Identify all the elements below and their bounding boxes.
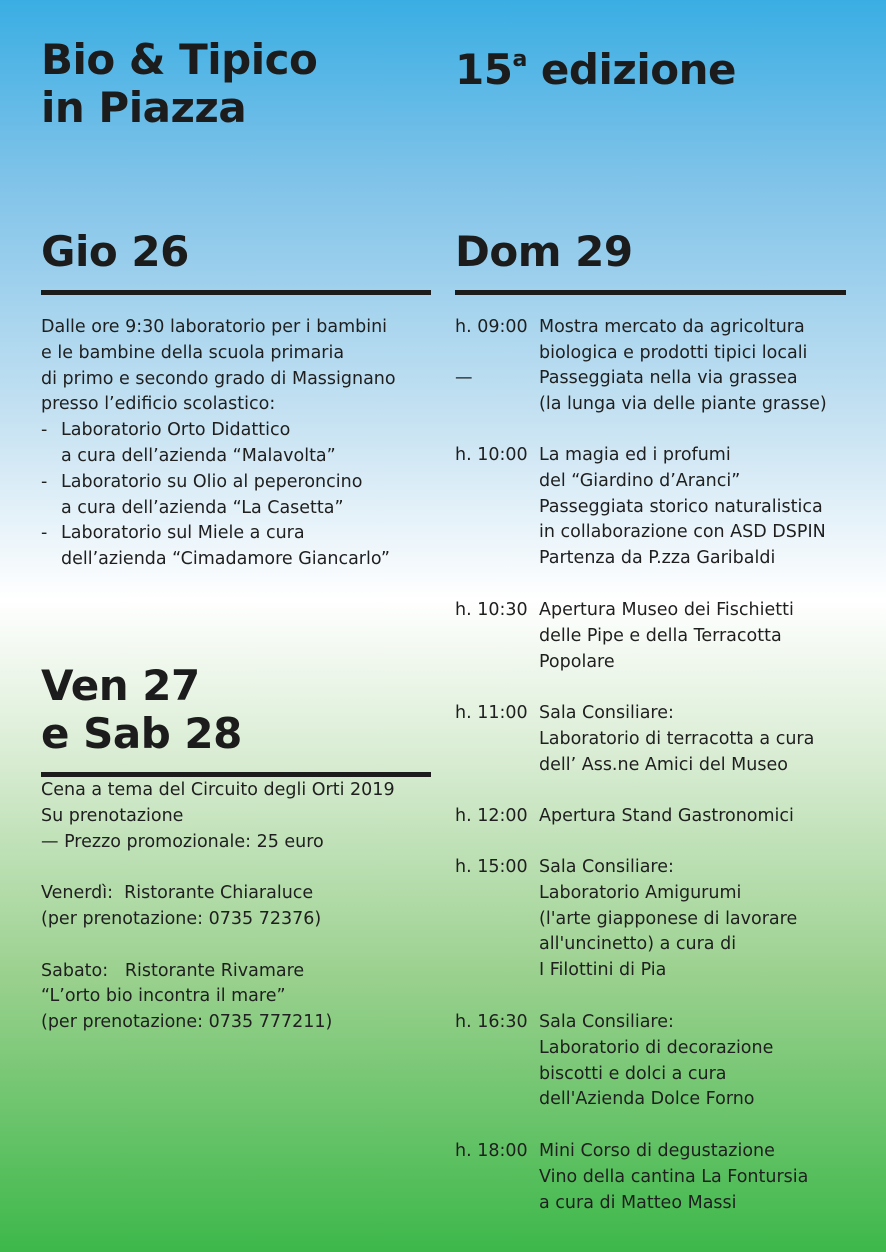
event-time: h. 16:30 (455, 1012, 528, 1032)
fri-sat-program (41, 778, 431, 1036)
sunday-event (455, 443, 826, 572)
event-line: Sala Consiliare: (539, 1012, 674, 1032)
event-line: Mostra mercato da agricoltura (539, 317, 805, 337)
thursday-intro-line: e le bambine della scuola primaria (41, 342, 345, 363)
fri-sat-line (41, 933, 431, 959)
workshop-bullet (41, 418, 431, 470)
thursday-program (41, 315, 431, 573)
fri-sat-line (41, 855, 431, 881)
fri-sat-line: Sabato: Ristorante Rivamare (41, 960, 305, 981)
event-line: a cura di Matteo Massi (539, 1192, 737, 1213)
event-title-line2: in Piazza (41, 83, 247, 132)
event-line: Sala Consiliare: (539, 703, 674, 723)
thursday-heading: Gio 26 (41, 227, 189, 276)
bullet-line: Laboratorio sul Miele a cura (61, 523, 305, 544)
fri-sat-divider (41, 772, 431, 777)
edition-word: edizione (526, 45, 736, 94)
sunday-event (455, 804, 794, 830)
fri-sat-line: Su prenotazione (41, 805, 184, 826)
event-time: h. 18:00 (455, 1141, 528, 1161)
event-line: all'uncinetto) a cura di (539, 934, 737, 955)
edition-number: 15 (455, 45, 513, 94)
fri-sat-line: — Prezzo promozionale: 25 euro (41, 831, 324, 852)
sunday-event (455, 315, 807, 367)
fri-sat-line: (per prenotazione: 0735 72376) (41, 908, 322, 929)
event-line: Laboratorio di decorazione (539, 1037, 774, 1058)
event-line: Vino della cantina La Fontursia (539, 1166, 809, 1187)
event-line: (l'arte giapponese di lavorare (539, 908, 798, 929)
fri-sat-line: Venerdì: Ristorante Chiaraluce (41, 883, 314, 904)
thursday-intro-line: presso l’edificio scolastico: (41, 394, 276, 415)
event-time: h. 10:30 (455, 600, 528, 620)
event-line: in collaborazione con ASD DSPIN (539, 522, 826, 543)
event-title-line1: Bio & Tipico (41, 35, 318, 84)
bullet-line: dell’azienda “Cimadamore Giancarlo” (61, 549, 390, 570)
sunday-event (455, 366, 827, 418)
event-line: Partenza da P.zza Garibaldi (539, 548, 776, 569)
fri-sat-heading-line1: Ven 27 (41, 661, 200, 710)
fri-sat-heading-line2: e Sab 28 (41, 709, 242, 758)
bullet-dash: - (41, 471, 48, 492)
event-time: h. 12:00 (455, 806, 528, 826)
event-time: — (455, 368, 473, 388)
event-line: delle Pipe e della Terracotta (539, 625, 782, 646)
fri-sat-line: (per prenotazione: 0735 777211) (41, 1012, 333, 1033)
bullet-line: a cura dell’azienda “Malavolta” (61, 445, 336, 466)
event-line: Apertura Stand Gastronomici (539, 806, 794, 826)
fri-sat-line: Cena a tema del Circuito degli Orti 2019 (41, 780, 395, 800)
bullet-line: a cura dell’azienda “La Casetta” (61, 497, 344, 518)
event-line: (la lunga via delle piante grasse) (539, 393, 827, 414)
event-line: Laboratorio Amigurumi (539, 882, 742, 903)
event-time: h. 10:00 (455, 445, 528, 465)
workshop-bullet (41, 470, 431, 522)
edition-label (455, 36, 736, 94)
sunday-event (455, 855, 797, 984)
thursday-intro-line: Dalle ore 9:30 laboratorio per i bambini (41, 317, 388, 337)
fri-sat-line: “L’orto bio incontra il mare” (41, 986, 286, 1007)
bullet-dash: - (41, 420, 48, 441)
event-time: h. 09:00 (455, 317, 528, 337)
event-line: biscotti e dolci a cura (539, 1063, 727, 1084)
event-line: Passeggiata storico naturalistica (539, 496, 823, 517)
sunday-event (455, 701, 814, 778)
workshop-bullet (41, 521, 431, 573)
edition-superscript: a (512, 47, 527, 72)
event-line: La magia ed i profumi (539, 445, 731, 465)
event-line: Mini Corso di degustazione (539, 1141, 775, 1161)
event-line: Apertura Museo dei Fischietti (539, 600, 794, 620)
event-time: h. 15:00 (455, 857, 528, 877)
sunday-event (455, 1139, 808, 1216)
event-line: biologica e prodotti tipici locali (539, 342, 808, 363)
event-line: Passeggiata nella via grassea (539, 368, 798, 388)
sunday-event (455, 598, 794, 675)
sunday-event (455, 1010, 773, 1113)
thursday-intro-line: di primo e secondo grado di Massignano (41, 368, 396, 389)
event-time: h. 11:00 (455, 703, 528, 723)
sunday-divider (455, 290, 846, 295)
event-line: Sala Consiliare: (539, 857, 674, 877)
thursday-divider (41, 290, 431, 295)
event-line: I Filottini di Pia (539, 960, 667, 981)
event-title (41, 36, 317, 132)
event-line: Popolare (539, 651, 615, 672)
event-line: Laboratorio di terracotta a cura (539, 728, 815, 749)
sunday-heading: Dom 29 (455, 227, 633, 276)
fri-sat-heading (41, 662, 242, 758)
bullet-dash: - (41, 523, 48, 544)
bullet-line: Laboratorio su Olio al peperoncino (61, 471, 363, 492)
event-line: del “Giardino d’Aranci” (539, 470, 741, 491)
event-line: dell’ Ass.ne Amici del Museo (539, 754, 788, 775)
event-line: dell'Azienda Dolce Forno (539, 1089, 755, 1110)
bullet-line: Laboratorio Orto Didattico (61, 420, 291, 441)
